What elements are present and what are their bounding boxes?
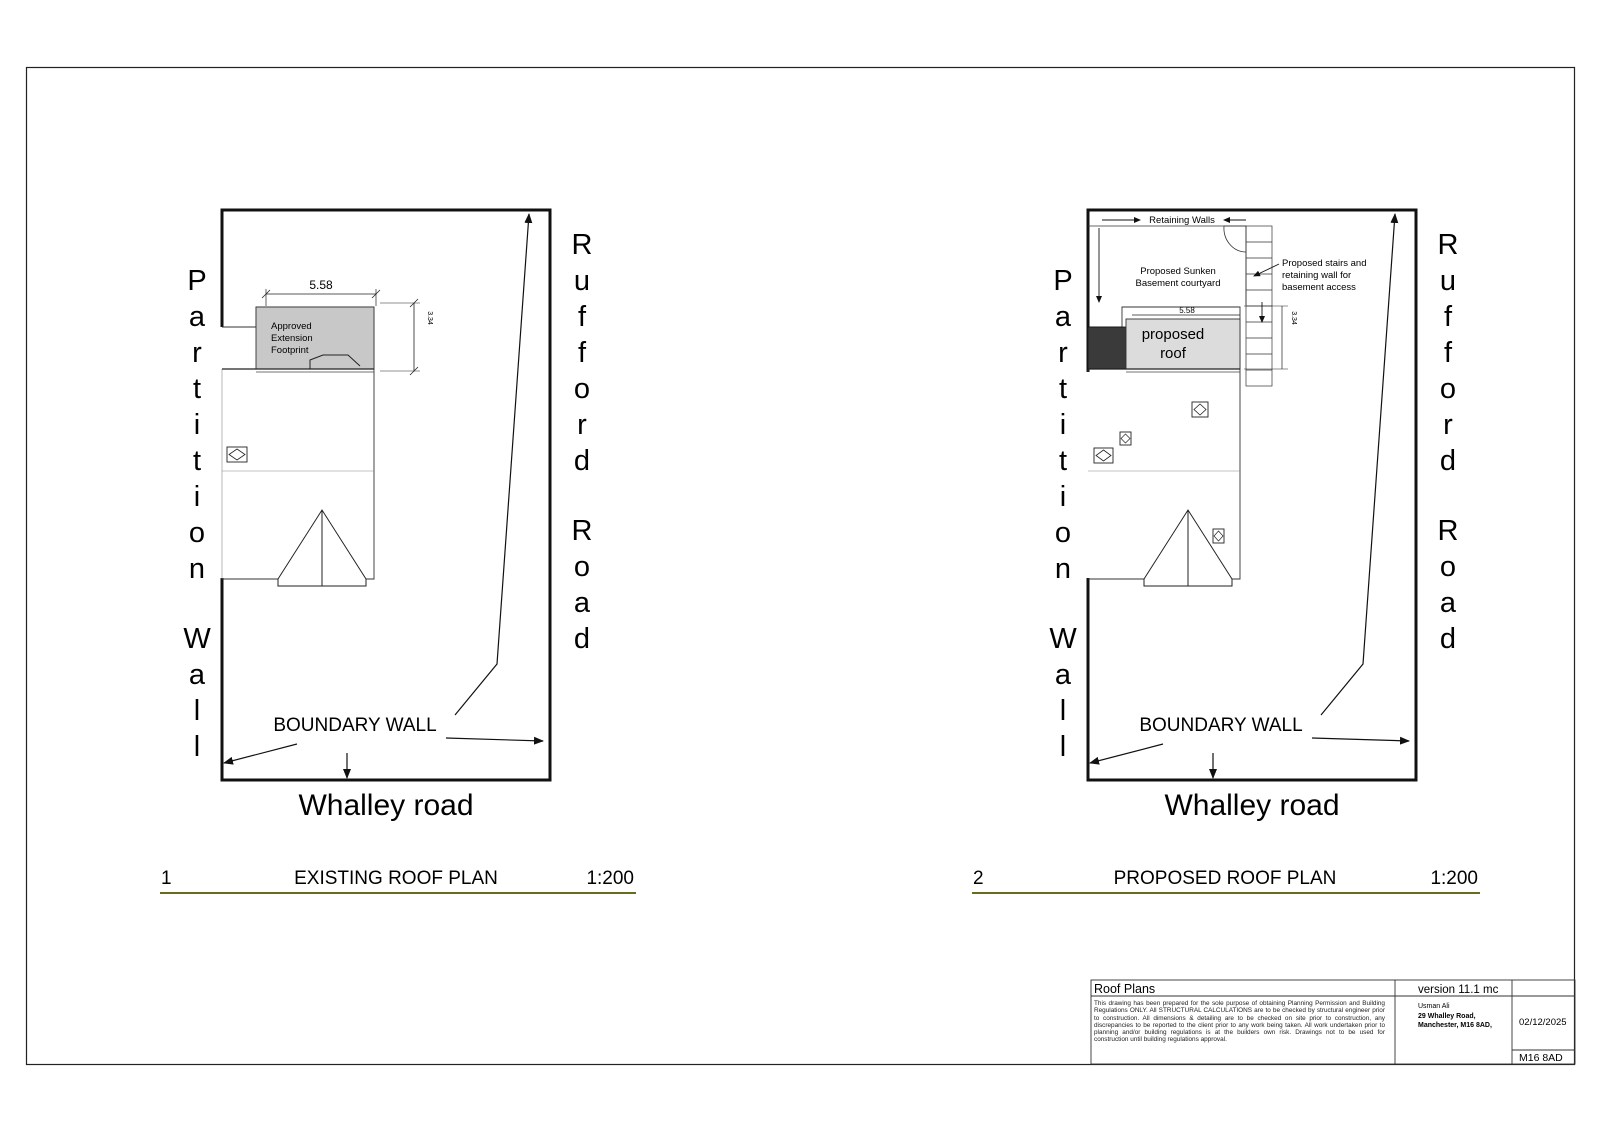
proposed-roof-label-2: roof xyxy=(1160,345,1186,362)
extension-label-2: Extension xyxy=(271,333,313,344)
drawing-title: Roof Plans xyxy=(1094,982,1156,996)
boundary-arrow-up xyxy=(455,214,529,715)
title-block-notes: This drawing has been prepared for the sole purpose of obtaining Planning Permission and Building Regulations ONLY. All STRUCTURAL CALCULATIONS are to be checked by structural engineer prior to construction. All dimensions & detailing are to be checked on site prior to construction, any discrepancies to be reported to the client prior to any work being taken. All work undertaken prior to planning and/or building regulations is at the builders own risk. Drawings not to be used for construction until building regulations approval. xyxy=(1094,1000,1385,1044)
view-title: PROPOSED ROOF PLAN xyxy=(1113,868,1337,889)
view-scale: 1:200 xyxy=(1430,868,1478,889)
retaining-walls-label: Retaining Walls xyxy=(1149,215,1215,226)
boundary-arrow-left xyxy=(224,744,297,763)
sheet-border xyxy=(27,68,1575,1065)
proposed-street-right-label: R u f f o r d R o a d xyxy=(1437,229,1459,655)
view-scale: 1:200 xyxy=(586,868,634,889)
proposed-boundary-wall-label: BOUNDARY WALL xyxy=(1139,715,1303,736)
client-address-2: Manchester, M16 8AD, xyxy=(1418,1022,1492,1029)
existing-roof-plan xyxy=(183,210,592,822)
proposed-roof-plan xyxy=(1049,210,1458,822)
dark-block xyxy=(1088,327,1126,369)
view-title-proposed xyxy=(972,868,1480,893)
proposed-street-left-label: P a r t i t i o n W a l l xyxy=(1049,265,1077,763)
proposed-dim-depth-text: 3.34 xyxy=(1290,311,1297,325)
view-title-existing xyxy=(160,868,636,893)
proposed-site-boundary xyxy=(1088,210,1416,780)
extension-label-3: Footprint xyxy=(271,345,309,356)
street-left-label: P a r t i t i o n W a l l xyxy=(183,265,211,763)
client-name: Usman Ali xyxy=(1418,1003,1450,1010)
dim-depth-text: 3.34 xyxy=(426,311,433,325)
proposed-dim-width-text: 5.58 xyxy=(1179,306,1195,315)
proposed-boundary-arrow-left xyxy=(1090,744,1163,763)
drawing-date: 02/12/2025 xyxy=(1519,1017,1567,1028)
version-label: version 11.1 mc xyxy=(1418,984,1499,996)
proposed-roof-label-1: proposed xyxy=(1141,326,1205,343)
courtyard-label-2: Basement courtyard xyxy=(1135,278,1221,289)
extension-label-1: Approved xyxy=(271,321,312,332)
boundary-arrow-right xyxy=(446,738,543,741)
door-swing xyxy=(1224,226,1246,252)
stairs-label-1: Proposed stairs and xyxy=(1282,258,1367,269)
client-address-1: 29 Whalley Road, xyxy=(1418,1013,1476,1020)
street-right-label: R u f f o r d R o a d xyxy=(571,229,593,655)
street-bottom-label: Whalley road xyxy=(298,789,474,822)
existing-site-boundary xyxy=(222,210,550,780)
view-title: EXISTING ROOF PLAN xyxy=(294,868,498,889)
view-number: 1 xyxy=(161,868,172,889)
stairs-label-3: basement access xyxy=(1282,282,1356,293)
proposed-boundary-arrow-right xyxy=(1312,738,1409,741)
dim-width-text: 5.58 xyxy=(309,278,333,292)
courtyard-label-1: Proposed Sunken xyxy=(1140,266,1216,277)
postcode: M16 8AD xyxy=(1519,1052,1563,1064)
boundary-wall-label: BOUNDARY WALL xyxy=(273,715,437,736)
view-number: 2 xyxy=(973,868,984,889)
stairs-label-2: retaining wall for xyxy=(1282,270,1352,281)
proposed-street-bottom-label: Whalley road xyxy=(1164,789,1340,822)
